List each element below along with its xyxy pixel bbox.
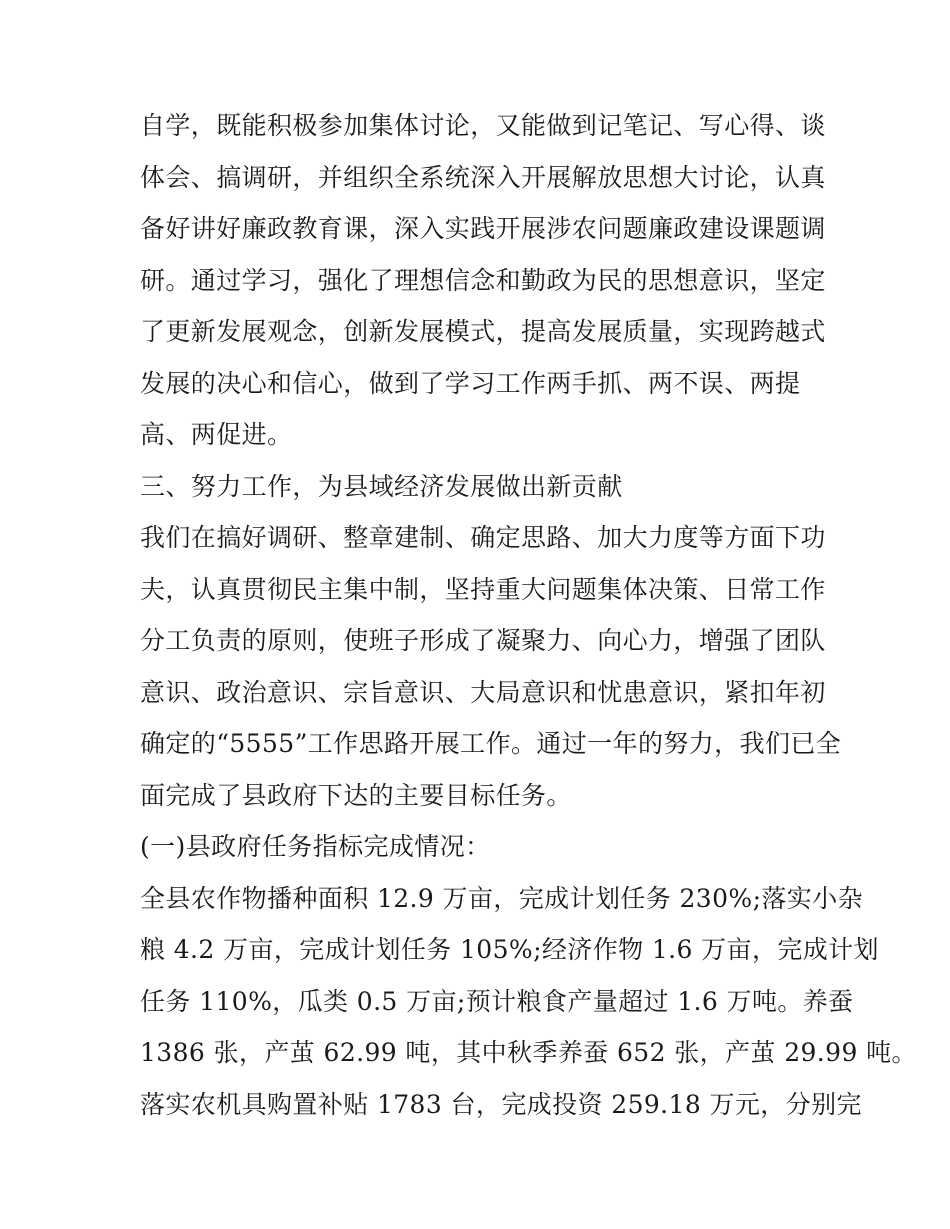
subsection-heading: (一)县政府任务指标完成情况： xyxy=(140,832,491,861)
body-text-line: 备好讲好廉政教育课，深入实践开展涉农问题廉政建设课题调 xyxy=(140,214,826,243)
body-text-line: 高、两促进。 xyxy=(140,420,293,449)
body-text-line: 夫，认真贯彻民主集中制，坚持重大问题集体决策、日常工作 xyxy=(140,574,826,604)
body-text-line: 我们在搞好调研、整章建制、确定思路、加大力度等方面下功 xyxy=(140,523,826,552)
body-text-line: 了更新发展观念，创新发展模式，提高发展质量，实现跨越式 xyxy=(140,317,826,346)
body-text-line: 自学，既能积极参加集体讨论，又能做到记笔记、写心得、谈 xyxy=(140,111,826,140)
body-text-line: 确定的“5555”工作思路开展工作。通过一年的努力，我们已全 xyxy=(140,729,842,758)
body-text-line: 全县农作物播种面积 12.9 万亩，完成计划任务 230%;落实小杂 xyxy=(140,883,864,913)
body-text-line: 1386 张，产茧 62.99 吨，其中秋季养蚕 652 张，产茧 29.99 吨。 xyxy=(140,1038,917,1067)
body-text-line: 粮 4.2 万亩，完成计划任务 105%;经济作物 1.6 万亩，完成计划 xyxy=(140,935,879,964)
body-text-line: 研。通过学习，强化了理想信念和勤政为民的思想意识，坚定 xyxy=(140,265,826,295)
body-text-line: 意识、政治意识、宗旨意识、大局意识和忧患意识，紧扣年初 xyxy=(140,677,826,707)
document-body xyxy=(140,100,917,1130)
body-text-line: 落实农机具购置补贴 1783 台，完成投资 259.18 万元，分别完 xyxy=(140,1089,862,1119)
body-text-line: 分工负责的原则，使班子形成了凝聚力、向心力，增强了团队 xyxy=(140,626,826,655)
body-text-line: 任务 110%，瓜类 0.5 万亩;预计粮食产量超过 1.6 万吨。养蚕 xyxy=(140,986,854,1016)
body-text-line: 体会、搞调研，并组织全系统深入开展解放思想大讨论，认真 xyxy=(140,162,826,192)
body-text-line: 发展的决心和信心，做到了学习工作两手抓、两不误、两提 xyxy=(140,368,801,398)
section-heading: 三、努力工作，为县域经济发展做出新贡献 xyxy=(140,471,623,501)
body-text-line: 面完成了县政府下达的主要目标任务。 xyxy=(140,780,572,810)
